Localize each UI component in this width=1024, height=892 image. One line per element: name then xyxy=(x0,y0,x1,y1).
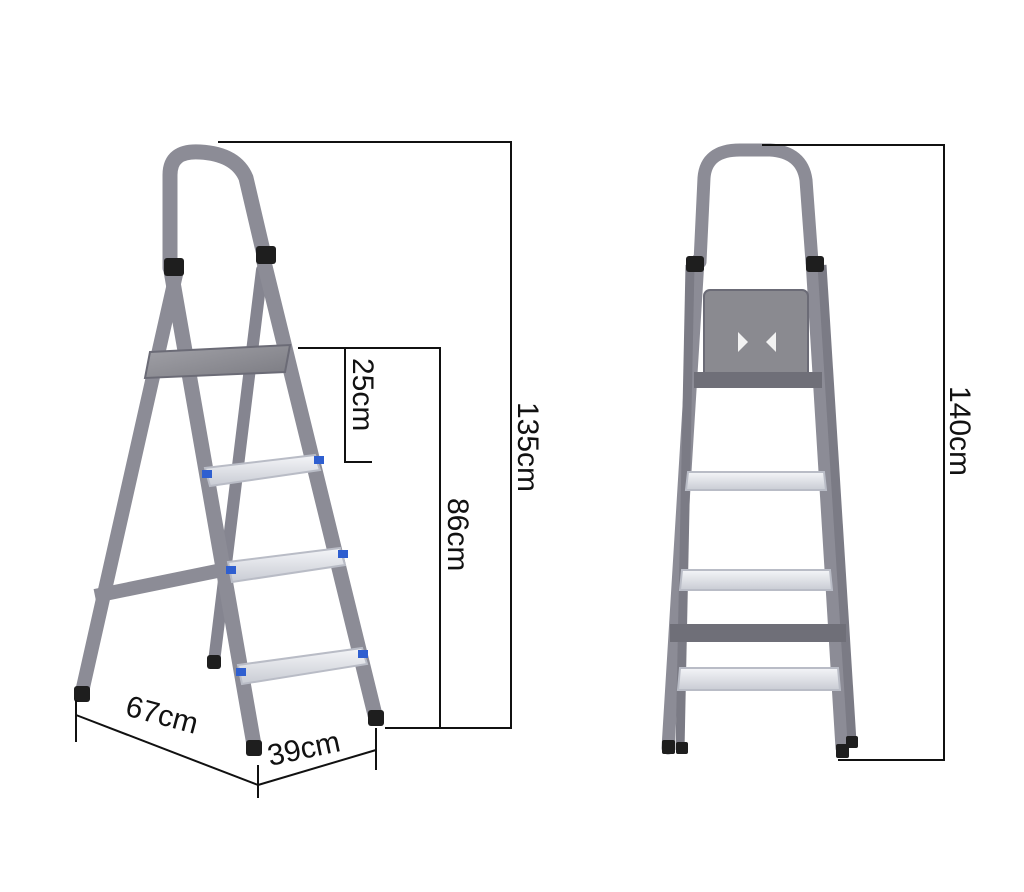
step xyxy=(226,548,348,582)
label-step-spacing: 25cm xyxy=(346,358,379,432)
step xyxy=(202,455,324,486)
hinge xyxy=(256,246,276,264)
platform-bar xyxy=(694,372,822,388)
step xyxy=(686,472,826,490)
side-view-ladder xyxy=(74,152,384,756)
front-leg-back xyxy=(264,262,375,715)
lower-crossbar xyxy=(670,624,846,642)
foot xyxy=(207,655,221,669)
step xyxy=(236,648,368,684)
foot xyxy=(662,740,675,754)
rear-leg xyxy=(82,270,177,692)
handle-loop xyxy=(700,150,812,262)
step xyxy=(678,668,840,690)
foot xyxy=(676,742,688,754)
hinge xyxy=(806,256,824,272)
label-overall-height: 135cm xyxy=(511,402,544,493)
step xyxy=(680,570,832,590)
hinge xyxy=(686,256,704,272)
foot xyxy=(368,710,384,726)
top-platform xyxy=(145,345,290,378)
foot xyxy=(846,736,858,748)
label-step-depth: 39cm xyxy=(264,725,344,773)
hinge xyxy=(164,258,184,276)
front-view-ladder xyxy=(662,150,858,758)
label-platform-height: 86cm xyxy=(441,498,474,572)
foot xyxy=(74,686,90,702)
top-platform xyxy=(704,290,808,382)
label-base-depth: 67cm xyxy=(122,689,202,741)
foot xyxy=(246,740,262,756)
handle-loop xyxy=(170,152,264,268)
label-front-height: 140cm xyxy=(943,386,976,477)
